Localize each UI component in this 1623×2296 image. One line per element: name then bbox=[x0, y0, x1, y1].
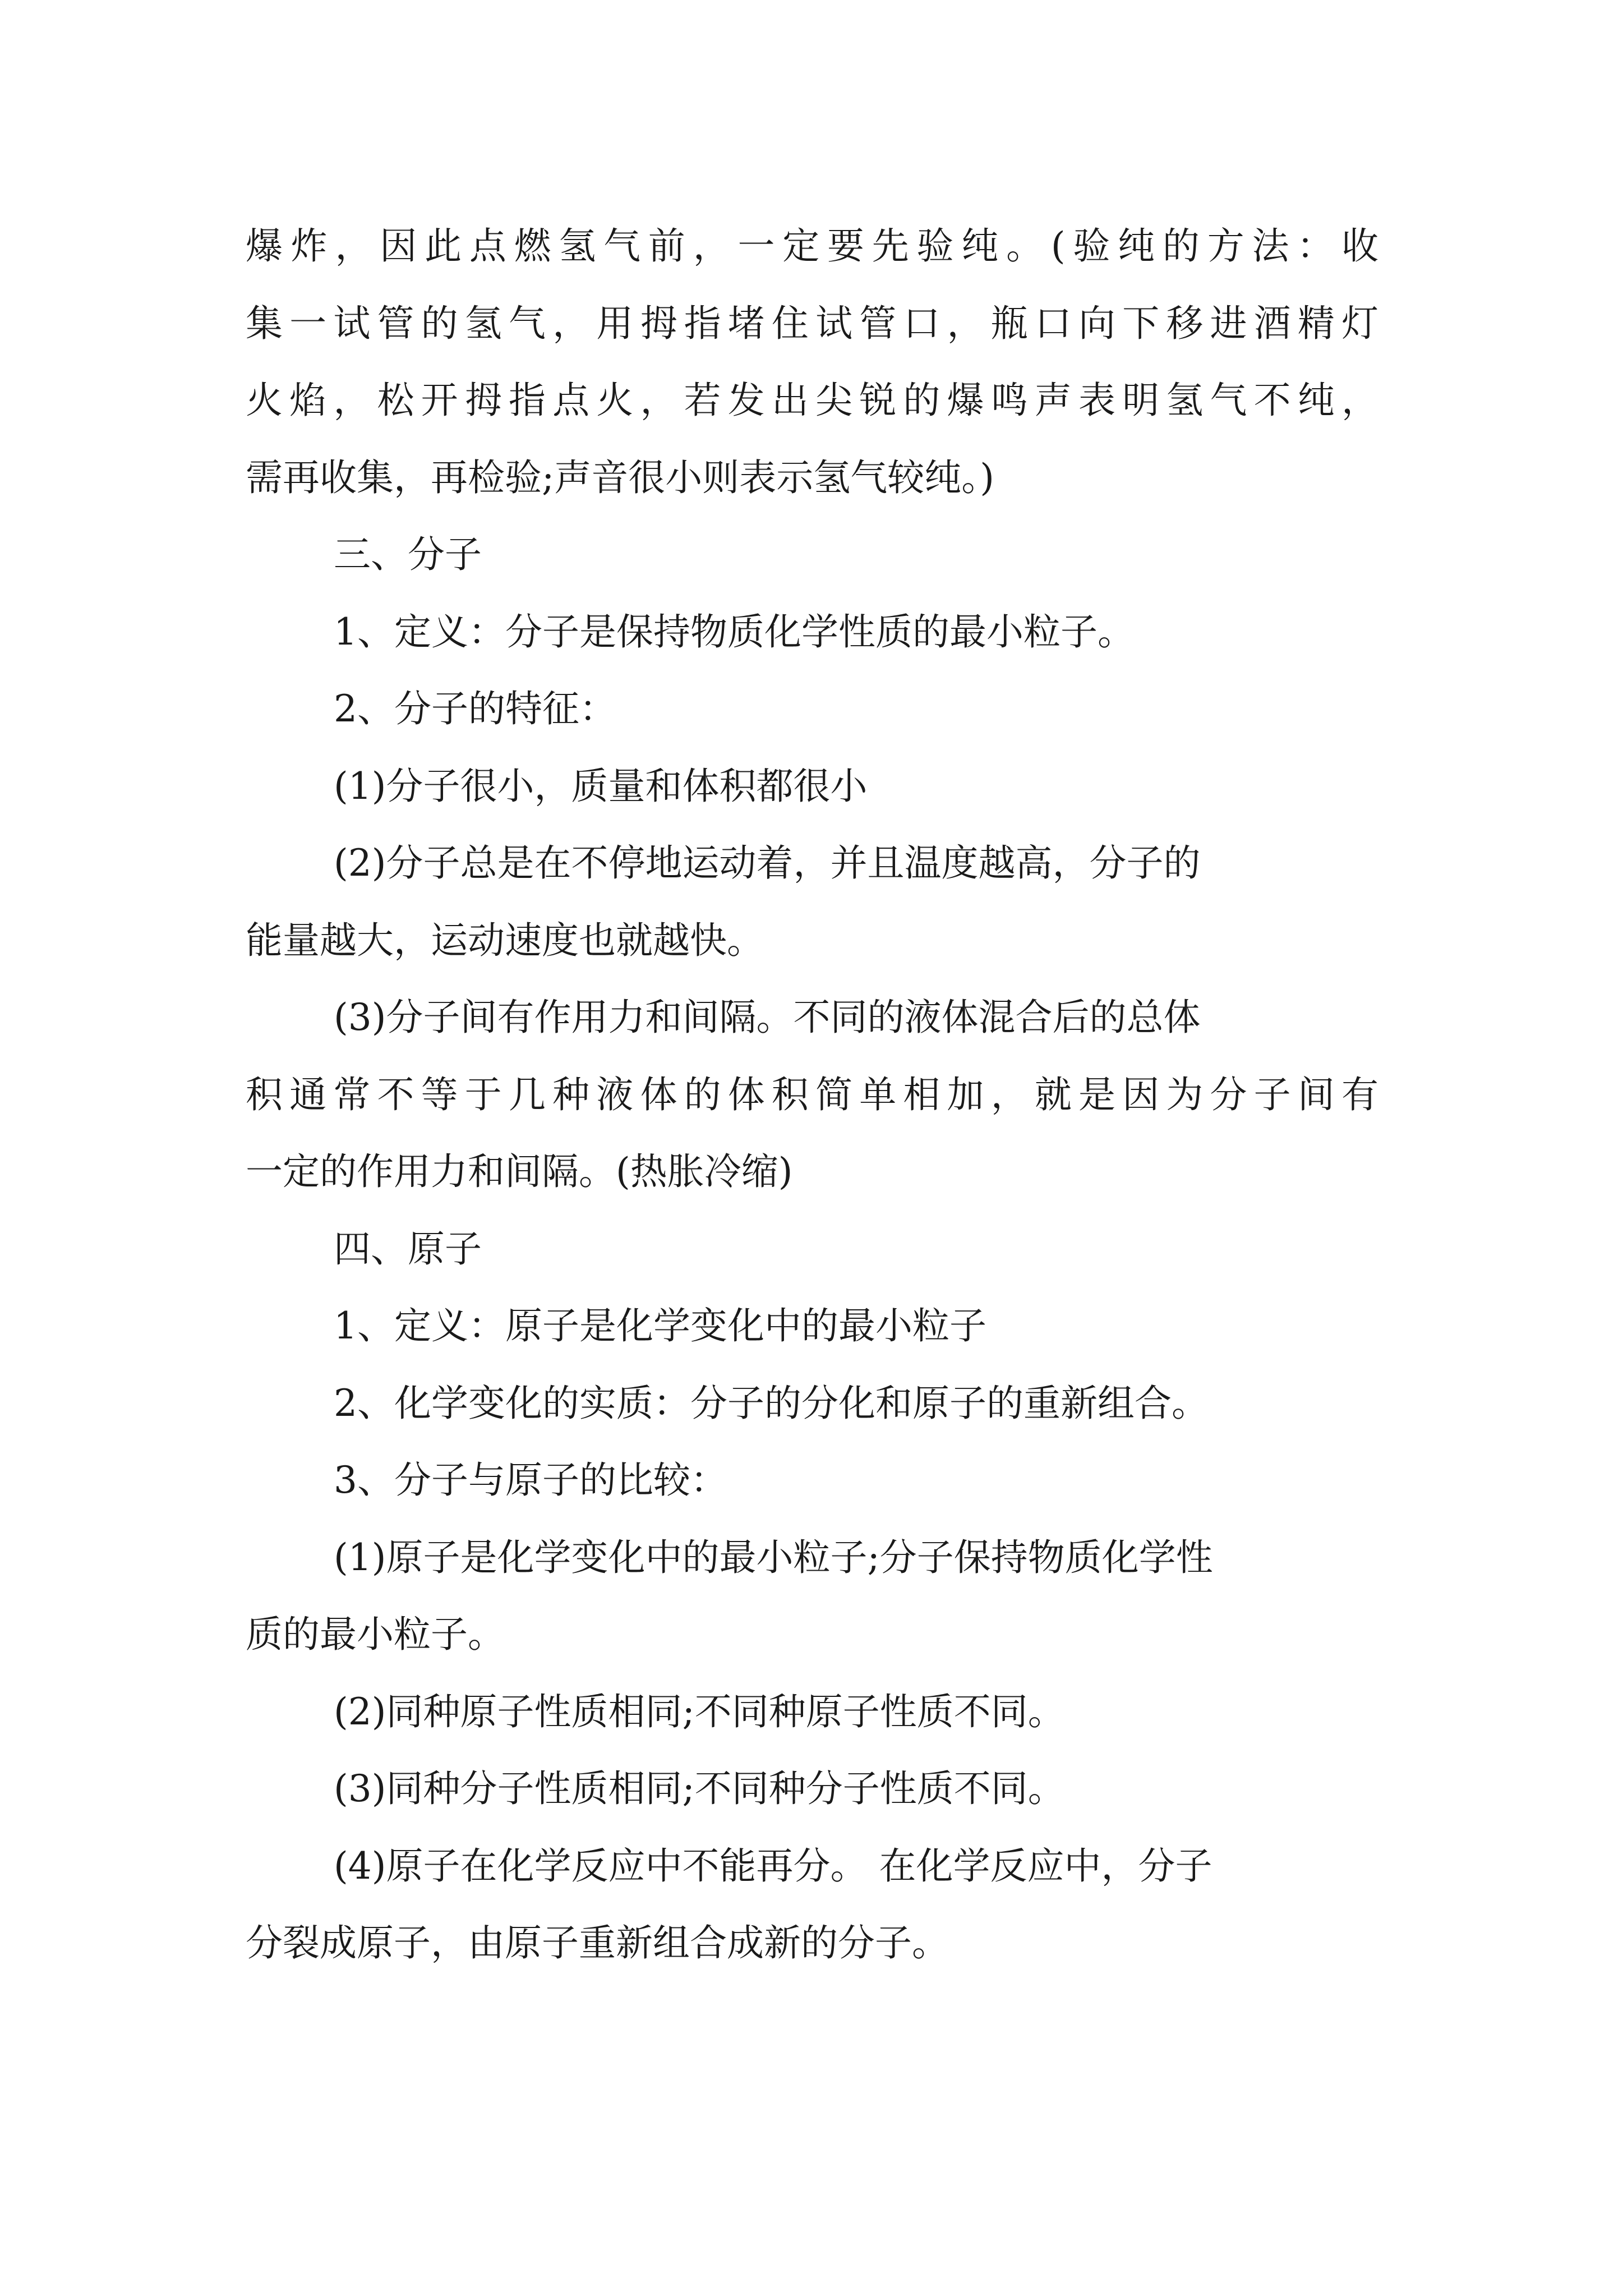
text-line: 质的最小粒子。 bbox=[246, 1613, 505, 1656]
text-line: 分裂成原子，由原子重新组合成新的分子。 bbox=[246, 1921, 949, 1964]
text-line: (2)分子总是在不停地运动着，并且温度越高，分子的 bbox=[334, 841, 1201, 885]
text-line: (4)原子在化学反应中不能再分。 在化学反应中，分子 bbox=[334, 1844, 1212, 1888]
text-line: (3)同种分子性质相同;不同种分子性质不同。 bbox=[334, 1767, 1065, 1810]
text-line: 火焰，松开拇指点火，若发出尖锐的爆鸣声表明氢气不纯， bbox=[246, 379, 1378, 422]
text-line: 一定的作用力和间隔。(热胀冷缩) bbox=[246, 1150, 793, 1193]
text-line: 3、分子与原子的比较： bbox=[334, 1458, 727, 1502]
text-line: 2、分子的特征： bbox=[334, 687, 616, 730]
text-line: (1)原子是化学变化中的最小粒子;分子保持物质化学性 bbox=[334, 1535, 1213, 1579]
text-line: 集一试管的氢气，用拇指堵住试管口，瓶口向下移进酒精灯 bbox=[246, 301, 1378, 345]
text-line: 2、化学变化的实质：分子的分化和原子的重新组合。 bbox=[334, 1381, 1209, 1425]
text-line: 能量越大，运动速度也就越快。 bbox=[246, 918, 764, 962]
text-line: 积通常不等于几种液体的体积简单相加，就是因为分子间有 bbox=[246, 1073, 1378, 1116]
text-line: 需再收集，再检验;声音很小则表示氢气较纯。) bbox=[246, 455, 994, 499]
document-body bbox=[246, 208, 1378, 1982]
text-line: (2)同种原子性质相同;不同种原子性质不同。 bbox=[334, 1690, 1065, 1733]
text-line: (1)分子很小，质量和体积都很小 bbox=[334, 764, 868, 808]
text-line: (3)分子间有作用力和间隔。不同的液体混合后的总体 bbox=[334, 996, 1201, 1039]
text-line: 1、定义：分子是保持物质化学性质的最小粒子。 bbox=[334, 610, 1135, 654]
section-heading-atom: 四、原子 bbox=[334, 1227, 482, 1271]
section-heading-molecule: 三、分子 bbox=[334, 533, 482, 576]
text-line: 1、定义：原子是化学变化中的最小粒子 bbox=[334, 1304, 986, 1347]
text-line: 爆炸，因此点燃氢气前，一定要先验纯。(验纯的方法：收 bbox=[246, 224, 1378, 268]
